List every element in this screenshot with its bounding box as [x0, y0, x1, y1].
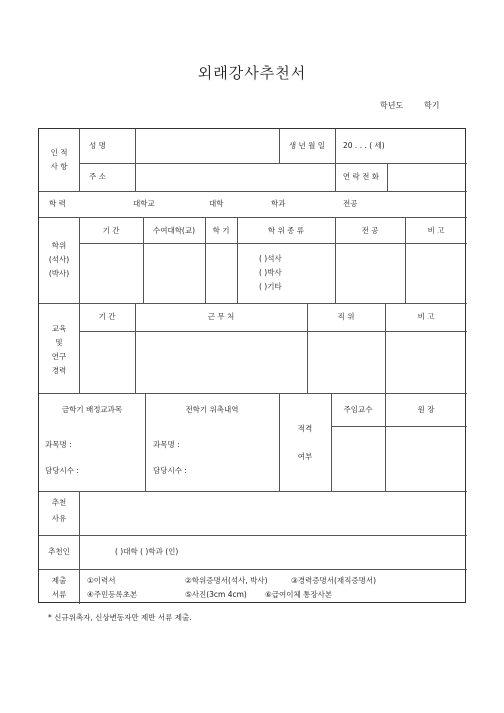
seal-label: 원 장	[417, 405, 435, 414]
submit-doc: ④주민등록초본	[87, 590, 138, 599]
degree-type-master[interactable]: ( )석사	[259, 254, 282, 263]
submit-doc: ②학위증명서(석사, 박사)	[185, 576, 268, 585]
term-label: 학기	[424, 101, 440, 110]
professor-label: 주임교수	[343, 405, 373, 414]
row-line	[39, 191, 467, 192]
career-section-label: 경력	[51, 366, 67, 375]
career-header: 기 간	[98, 312, 116, 321]
personal-section-label: 사 항	[50, 162, 68, 171]
phone-field[interactable]	[388, 164, 466, 190]
row-line	[39, 569, 467, 570]
degree-header: 학 기	[212, 226, 230, 235]
reason-label: 추천	[51, 498, 67, 507]
row-line	[39, 535, 467, 536]
phone-label: 연 락 전 화	[342, 172, 380, 181]
previous-course-hours[interactable]: 담당시수 :	[153, 466, 187, 475]
current-course-name[interactable]: 과목명 :	[45, 440, 72, 449]
footnote: * 신규위촉자, 신상변동자만 제반 서류 제출.	[48, 613, 192, 622]
degree-header: 기 간	[102, 226, 120, 235]
degree-section-label: (박사)	[48, 269, 70, 278]
personal-section-label: 인 적	[50, 148, 68, 157]
degree-header: 비 고	[427, 226, 445, 235]
birth-label: 생 년 월 일	[288, 141, 326, 150]
submit-label: 서류	[51, 590, 67, 599]
previous-course-name[interactable]: 과목명 :	[153, 440, 180, 449]
university-text: 대학교	[133, 199, 155, 208]
degree-type-doctor[interactable]: ( )박사	[259, 268, 282, 277]
submit-doc: ①이력서	[87, 576, 116, 585]
department-text: 학과	[271, 199, 286, 208]
current-course-hours[interactable]: 담당시수 :	[45, 466, 79, 475]
reason-field[interactable]	[80, 492, 466, 534]
degree-type-other[interactable]: ( )기타	[259, 282, 282, 291]
row-line	[39, 217, 467, 218]
form-title: 외래강사추천서	[197, 64, 307, 82]
row-line	[79, 243, 467, 244]
career-section-label: 연구	[51, 352, 67, 361]
college-text: 대학	[209, 199, 224, 208]
career-section-label: 교육	[51, 324, 67, 333]
previous-assignment-header: 전학기 위촉내역	[185, 405, 239, 414]
current-courses-header: 금학기 배정교과목	[61, 405, 123, 414]
submit-label: 제출	[51, 576, 67, 585]
address-label: 주 소	[89, 172, 106, 181]
submit-doc: ⑥급여이체 통장사본	[265, 590, 333, 599]
recommender-line[interactable]: ( )대학 ( )학과 (인)	[115, 547, 179, 556]
row-line	[39, 303, 467, 304]
year-label: 학년도	[380, 101, 404, 110]
col-line	[279, 393, 280, 491]
submit-doc: ⑤사진(3cm 4cm)	[185, 590, 247, 599]
reason-label: 사유	[51, 514, 67, 523]
major-text: 전공	[343, 199, 358, 208]
row-line	[79, 331, 467, 332]
eligibility-label: 적격	[297, 424, 313, 433]
name-label: 성 명	[89, 141, 106, 150]
col-line	[79, 217, 80, 393]
col-line	[335, 129, 336, 191]
career-header: 근 무 처	[207, 312, 235, 321]
degree-header: 전 공	[361, 226, 379, 235]
birth-field[interactable]: 20 . . . ( 세)	[343, 141, 385, 150]
row-line	[331, 426, 467, 427]
eligibility-label: 여부	[297, 452, 313, 461]
degree-header: 수여대학(교)	[152, 226, 196, 235]
career-header: 직 위	[337, 312, 355, 321]
recommender-label: 추천인	[48, 547, 70, 556]
submit-doc: ③경력증명서(재직증명서)	[291, 576, 377, 585]
name-field[interactable]	[136, 130, 278, 162]
education-label: 학 력	[49, 199, 66, 208]
recommendation-form	[38, 128, 466, 603]
degree-header: 학 위 종 류	[267, 226, 305, 235]
col-line	[79, 129, 80, 191]
address-field[interactable]	[136, 164, 334, 190]
career-header: 비 고	[417, 312, 435, 321]
degree-section-label: (석사)	[48, 255, 70, 264]
degree-section-label: 학위	[51, 241, 67, 250]
row-line	[39, 393, 467, 394]
career-section-label: 및	[55, 338, 63, 347]
